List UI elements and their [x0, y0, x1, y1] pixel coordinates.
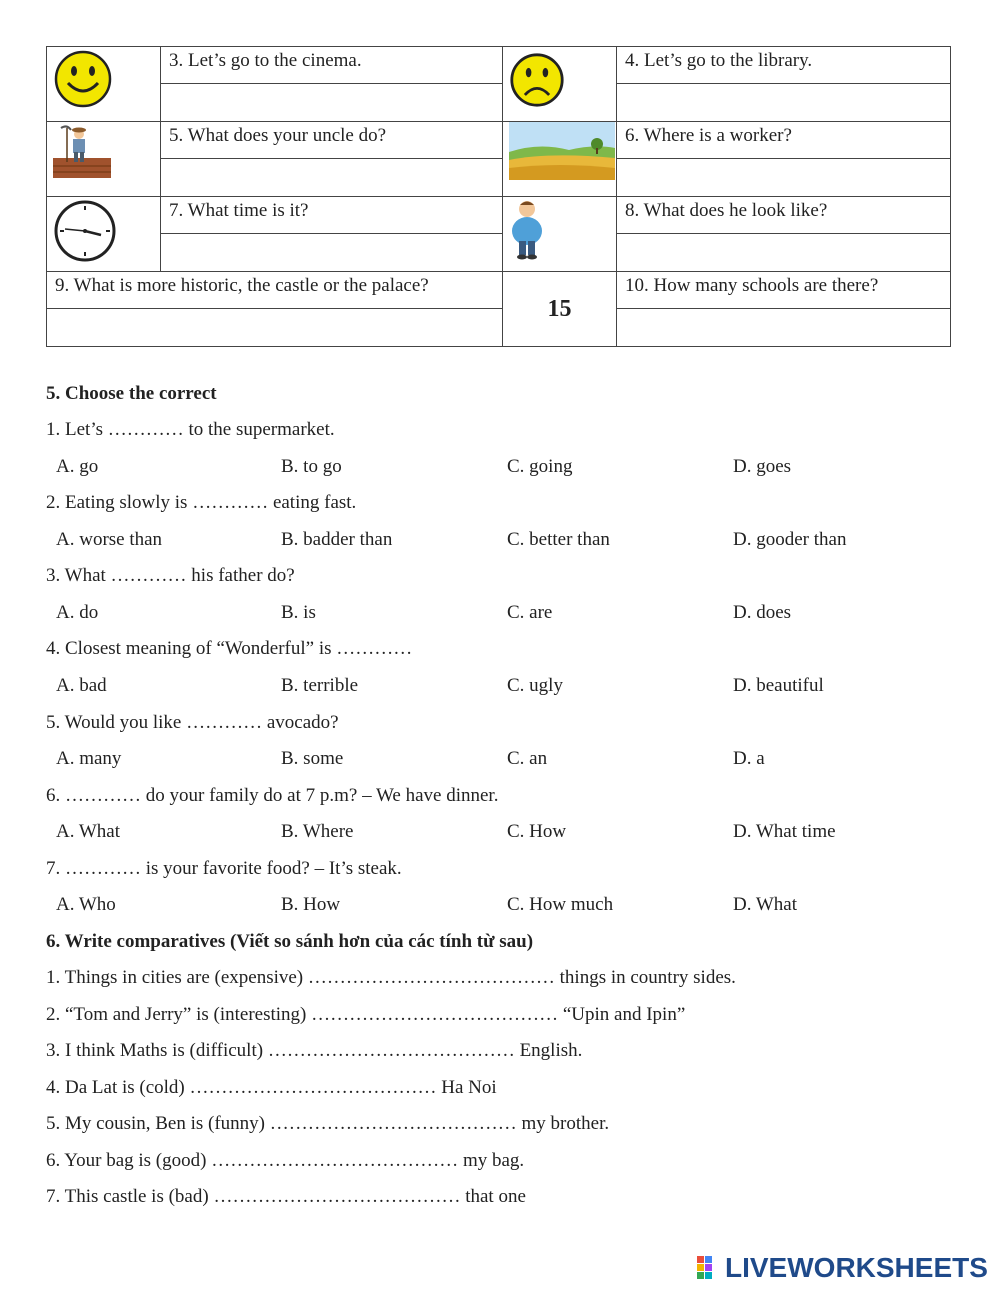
section-5-title: 5. Choose the correct	[46, 383, 217, 404]
option-c[interactable]: C. How much	[507, 894, 614, 915]
option-d[interactable]: D. goes	[733, 456, 792, 477]
question: 4. Closest meaning of “Wonderful” is …………	[46, 638, 413, 659]
question-cell	[617, 197, 951, 272]
option-a[interactable]: A. bad	[56, 675, 107, 696]
option-b[interactable]: B. is	[281, 602, 316, 623]
answer-field[interactable]	[161, 159, 502, 196]
question-text: 8. What does he look like?	[617, 197, 950, 234]
option-a[interactable]: A. many	[56, 748, 122, 769]
question: 2. Eating slowly is ………… eating fast.	[46, 492, 357, 513]
smiley-happy-icon	[53, 49, 113, 109]
answer-field[interactable]	[47, 309, 502, 346]
question-text: 4. Let’s go to the library.	[617, 47, 950, 84]
answer-field[interactable]	[617, 84, 950, 121]
pic-cell	[47, 197, 161, 272]
question-text: 9. What is more historic, the castle or the palace?	[47, 272, 502, 309]
field-icon	[509, 122, 615, 180]
option-a[interactable]: A. worse than	[56, 529, 163, 550]
option-b[interactable]: B. terrible	[281, 675, 359, 696]
option-a[interactable]: A. What	[56, 821, 121, 842]
question-cell	[617, 272, 951, 347]
question: 3. What ………… his father do?	[46, 565, 295, 586]
question: 7. ………… is your favorite food? – It’s steak.	[46, 858, 402, 879]
question-text: 3. Let’s go to the cinema.	[161, 47, 502, 84]
comparative-line[interactable]: 7. This castle is (bad) ………………………………… that one	[46, 1186, 526, 1207]
option-c[interactable]: C. are	[507, 602, 553, 623]
question-grid	[46, 46, 951, 347]
question: 5. Would you like ………… avocado?	[46, 712, 339, 733]
question-cell	[47, 272, 503, 347]
option-d[interactable]: D. gooder than	[733, 529, 847, 550]
question-text: 6. Where is a worker?	[617, 122, 950, 159]
option-a[interactable]: A. do	[56, 602, 99, 623]
option-c[interactable]: C. an	[507, 748, 548, 769]
comparative-line[interactable]: 2. “Tom and Jerry” is (interesting) ………………………………… “Upin and Ipin”	[46, 1004, 686, 1025]
option-b[interactable]: B. Where	[281, 821, 354, 842]
question: 6. ………… do your family do at 7 p.m? – We have dinner.	[46, 785, 499, 806]
question-cell	[617, 122, 951, 197]
answer-field[interactable]	[617, 159, 950, 196]
option-d[interactable]: D. beautiful	[733, 675, 824, 696]
pic-cell	[47, 122, 161, 197]
option-c[interactable]: C. How	[507, 821, 567, 842]
comparative-line[interactable]: 6. Your bag is (good) ………………………………… my bag.	[46, 1150, 525, 1171]
fat-man-icon	[507, 197, 547, 261]
pic-cell	[47, 47, 161, 122]
option-d[interactable]: D. a	[733, 748, 765, 769]
option-d[interactable]: D. What	[733, 894, 798, 915]
option-b[interactable]: B. How	[281, 894, 341, 915]
comparative-line[interactable]: 1. Things in cities are (expensive) ………………………………… things in country sides.	[46, 967, 736, 988]
option-d[interactable]: D. What time	[733, 821, 836, 842]
logo-text: LIVEWORKSHEETS	[725, 1252, 988, 1283]
option-a[interactable]: A. go	[56, 456, 99, 477]
logo-mark-icon	[697, 1255, 723, 1281]
option-c[interactable]: C. going	[507, 456, 573, 477]
answer-field[interactable]	[161, 234, 502, 271]
question-cell	[161, 47, 503, 122]
answer-field[interactable]	[617, 234, 950, 271]
question-cell	[161, 122, 503, 197]
option-b[interactable]: B. some	[281, 748, 344, 769]
option-b[interactable]: B. to go	[281, 456, 342, 477]
smiley-sad-icon	[509, 51, 565, 109]
question-text: 7. What time is it?	[161, 197, 502, 234]
answer-field[interactable]	[617, 309, 950, 346]
farmer-icon	[53, 124, 113, 182]
section-6-title: 6. Write comparatives (Viết so sánh hơn của các tính từ sau)	[46, 931, 534, 952]
question-cell	[161, 197, 503, 272]
number-15: 15	[503, 272, 617, 347]
question-text: 5. What does your uncle do?	[161, 122, 502, 159]
answer-field[interactable]	[161, 84, 502, 121]
pic-cell	[503, 197, 617, 272]
pic-cell	[503, 122, 617, 197]
option-b[interactable]: B. badder than	[281, 529, 393, 550]
option-c[interactable]: C. better than	[507, 529, 610, 550]
option-a[interactable]: A. Who	[56, 894, 116, 915]
comparative-line[interactable]: 5. My cousin, Ben is (funny) ………………………………… my brother.	[46, 1113, 610, 1134]
comparative-line[interactable]: 4. Da Lat is (cold) ………………………………… Ha Noi	[46, 1077, 497, 1098]
option-d[interactable]: D. does	[733, 602, 792, 623]
question-cell	[617, 47, 951, 122]
liveworksheets-logo	[697, 1252, 988, 1284]
question-text: 10. How many schools are there?	[617, 272, 950, 309]
option-c[interactable]: C. ugly	[507, 675, 563, 696]
pic-cell	[503, 47, 617, 122]
question: 1. Let’s ………… to the supermarket.	[46, 419, 335, 440]
clock-icon	[53, 199, 117, 263]
comparative-line[interactable]: 3. I think Maths is (difficult) ………………………………… English.	[46, 1040, 583, 1061]
